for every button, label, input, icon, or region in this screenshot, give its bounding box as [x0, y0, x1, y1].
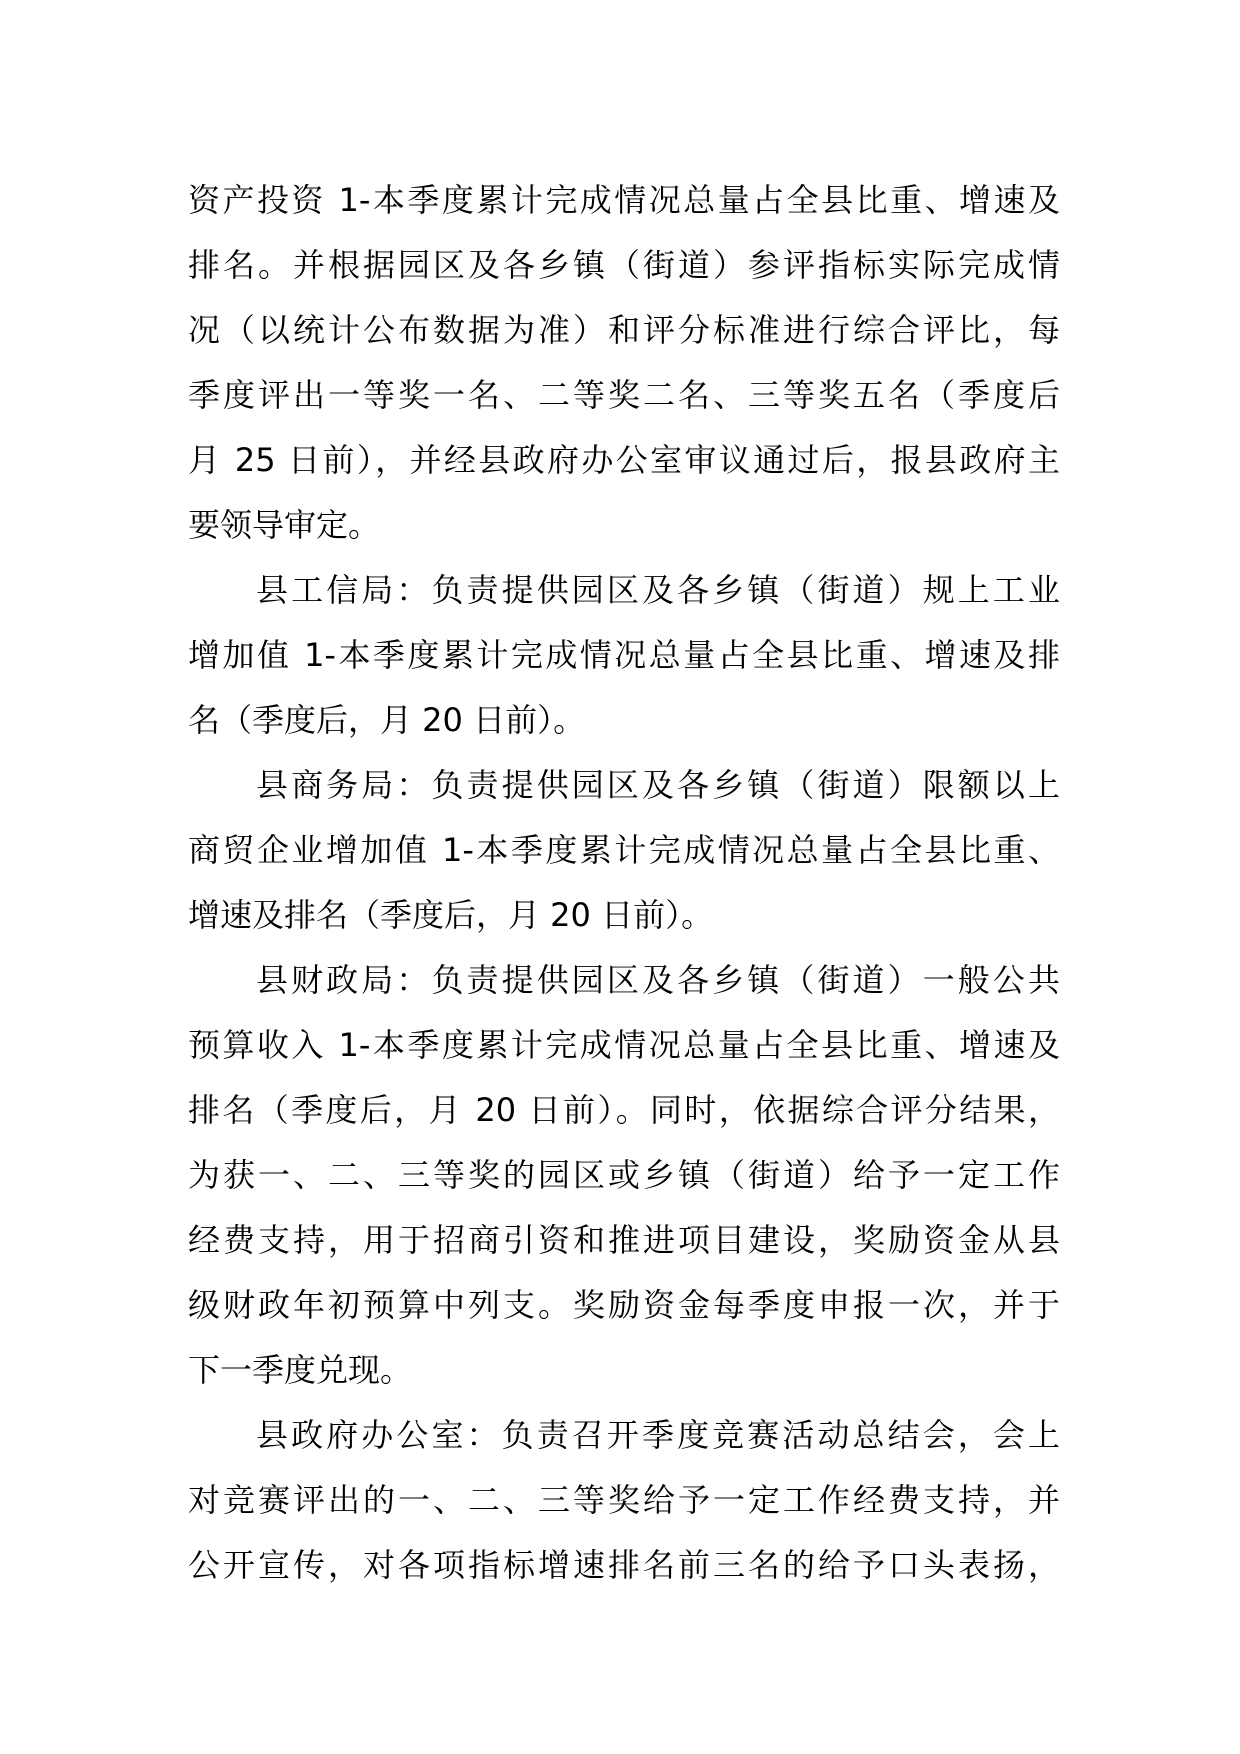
- text-line: 排名。并根据园区及各乡镇（街道）参评指标实际完成情: [188, 246, 1060, 284]
- text-line: 名（季度后，月 20 日前）。: [188, 701, 586, 739]
- text-line: 增速及排名（季度后，月 20 日前）。: [188, 896, 714, 934]
- paragraph-start-line: 县财政局：负责提供园区及各乡镇（街道）一般公共: [256, 961, 1060, 999]
- text-line: 季度评出一等奖一名、二等奖二名、三等奖五名（季度后: [188, 376, 1060, 414]
- document-body: [188, 168, 1060, 1598]
- text-line: 下一季度兑现。: [188, 1351, 413, 1389]
- text-line: 商贸企业增加值 1-本季度累计完成情况总量占全县比重、: [188, 831, 1060, 869]
- text-line: 资产投资 1-本季度累计完成情况总量占全县比重、增速及: [188, 181, 1060, 219]
- paragraph-start-line: 县商务局：负责提供园区及各乡镇（街道）限额以上: [256, 766, 1060, 804]
- text-line: 要领导审定。: [188, 506, 381, 544]
- paragraph-start-line: 县政府办公室：负责召开季度竞赛活动总结会，会上: [256, 1416, 1060, 1454]
- text-line: 预算收入 1-本季度累计完成情况总量占全县比重、增速及: [188, 1026, 1060, 1064]
- text-line: 况（以统计公布数据为准）和评分标准进行综合评比，每: [188, 311, 1060, 349]
- paragraph-start-line: 县工信局：负责提供园区及各乡镇（街道）规上工业: [256, 571, 1060, 609]
- text-line: 对竞赛评出的一、二、三等奖给予一定工作经费支持，并: [188, 1481, 1060, 1519]
- text-line: 级财政年初预算中列支。奖励资金每季度申报一次，并于: [188, 1286, 1060, 1324]
- text-line: 增加值 1-本季度累计完成情况总量占全县比重、增速及排: [188, 636, 1060, 674]
- text-line: 公开宣传，对各项指标增速排名前三名的给予口头表扬，: [188, 1546, 1060, 1584]
- text-line: 为获一、二、三等奖的园区或乡镇（街道）给予一定工作: [188, 1156, 1060, 1194]
- text-line: 经费支持，用于招商引资和推进项目建设，奖励资金从县: [188, 1221, 1060, 1259]
- text-line: 排名（季度后，月 20 日前）。同时，依据综合评分结果，: [188, 1091, 1060, 1129]
- text-line: 月 25 日前），并经县政府办公室审议通过后，报县政府主: [188, 441, 1060, 479]
